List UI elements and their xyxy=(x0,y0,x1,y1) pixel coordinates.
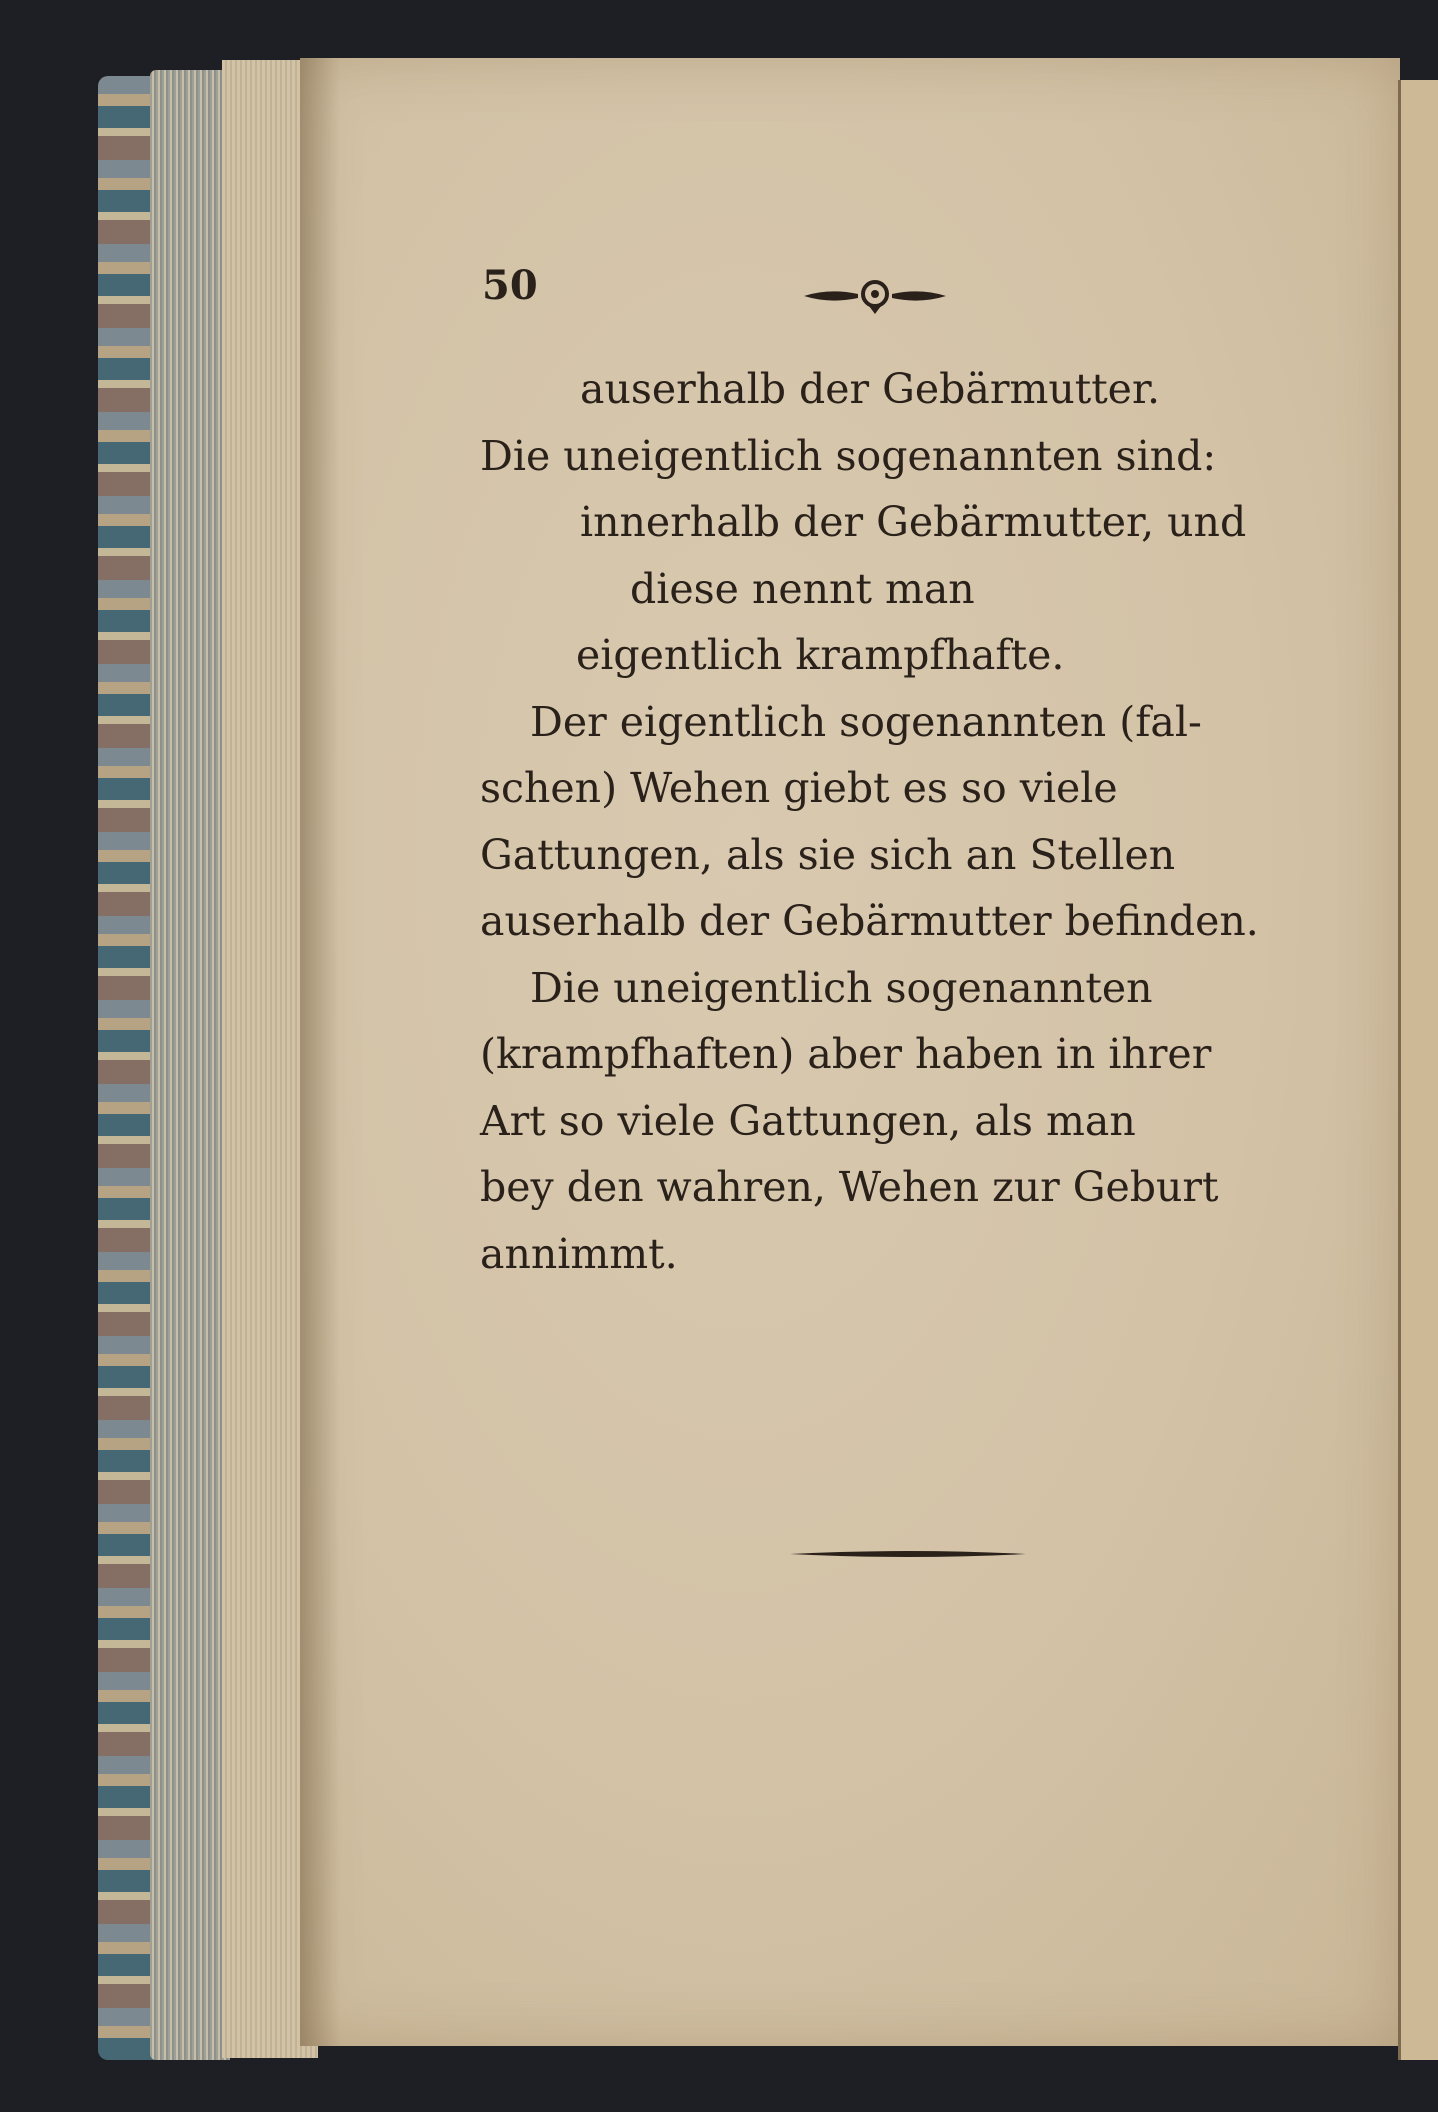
gutter-shadow xyxy=(300,58,340,2046)
text-line: Die uneigentlich sogenannten xyxy=(530,963,1153,1012)
text-line: diese nennt man xyxy=(630,564,975,613)
text-line: Die uneigentlich sogenannten sind: xyxy=(480,431,1217,480)
text-line: innerhalb der Gebärmutter, und xyxy=(580,498,1247,546)
page-number: 50 xyxy=(482,262,538,309)
text-line: Art so viele Gattungen, als man xyxy=(480,1096,1136,1145)
end-rule xyxy=(790,1548,1026,1560)
facing-page-edge xyxy=(1398,80,1438,2060)
text-line: auserhalb der Gebärmutter. xyxy=(580,365,1161,413)
text-line: Gattungen, als sie sich an Stellen xyxy=(480,830,1176,879)
text-line: eigentlich krampfhafte. xyxy=(576,631,1065,679)
text-line: (krampfhaften) aber haben in ihrer xyxy=(480,1030,1212,1078)
text-line: schen) Wehen giebt es so viele xyxy=(480,764,1118,812)
page-edges xyxy=(150,70,230,2060)
page-text xyxy=(480,250,1270,1287)
text-line: auserhalb der Gebärmutter befinden. xyxy=(480,897,1259,945)
text-line: bey den wahren, Wehen zur Geburt xyxy=(480,1163,1219,1211)
text-line: annimmt. xyxy=(480,1229,678,1278)
text-line: Der eigentlich sogenannten (fal- xyxy=(530,697,1202,746)
